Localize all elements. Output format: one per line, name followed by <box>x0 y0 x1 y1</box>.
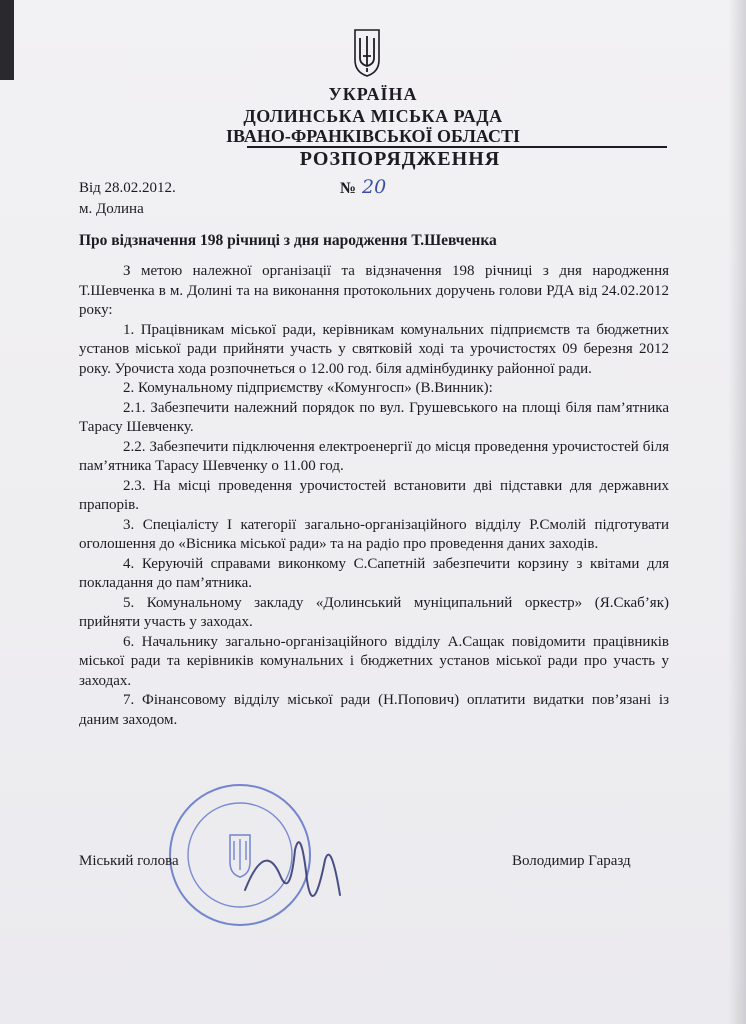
paragraph: 2.3. На місці проведення урочистостей встановити дві підставки для державних прапорів. <box>79 477 669 513</box>
document-type: РОЗПОРЯДЖЕННЯ <box>299 148 501 170</box>
header-region: ІВАНО-ФРАНКІВСЬКОЇ ОБЛАСТІ <box>225 126 521 146</box>
document-number-handwritten: 20 <box>362 176 387 198</box>
document-number-label: № <box>340 180 357 197</box>
trident-emblem-icon <box>352 28 382 78</box>
document-date: Від 28.02.2012. <box>79 180 176 196</box>
header-council: ДОЛИНСЬКА МІСЬКА РАДА <box>243 106 503 126</box>
paragraph: З метою належної організації та відзначення 198 річниці з дня народження Т.Шевченка в м. Долині та на виконання протокольних доручень голови РДА від 24.02.2012 року: <box>79 263 669 318</box>
scan-edge <box>0 0 14 80</box>
paragraph: 7. Фінансовому відділу міської ради (Н.Попович) оплатити видатки пов’язані із даним заходом. <box>79 692 669 728</box>
paragraph: 2.1. Забезпечити належний порядок по вул. Грушевського на площі біля пам’ятника Тарасу Шевченку. <box>79 399 669 435</box>
paragraph: 6. Начальнику загально-організаційного відділу А.Сащак повідомити працівників міської ради та керівників комунальних і бюджетних установ міської ради про участь у заходах. <box>79 633 669 689</box>
paragraph: 4. Керуючій справами виконкому С.Сапетній забезпечити корзину з квітами для покладання до пам’ятника. <box>79 555 669 591</box>
paragraph: 1. Працівникам міської ради, керівникам комунальних підприємств та бюджетних установ міської ради прийняти участь у святковій ході та урочистостях 09 березня 2012 року. Урочиста хода розпочнеться о 12.00 год. біля адмінбудинку районної ради. <box>79 321 669 377</box>
signatory-position: Міський голова <box>79 853 179 869</box>
signatory-name: Володимир Гаразд <box>512 853 631 869</box>
document-city: м. Долина <box>79 201 144 217</box>
scan-shadow <box>728 0 746 1024</box>
paragraph: 2. Комунальному підприємству «Комунгосп» (В.Винник): <box>123 380 493 396</box>
document-subject: Про відзначення 198 річниці з дня народження Т.Шевченка <box>79 232 497 249</box>
document-body <box>79 262 669 730</box>
paragraph: 2.2. Забезпечити підключення електроенергії до місця проведення урочистостей біля пам’ятника Тарасу Шевченку о 11.00 год. <box>79 438 669 474</box>
paragraph: 3. Спеціалісту І категорії загально-організаційного відділу Р.Смолій підготувати оголошення до «Вісника міської ради» та на радіо про проведення даних заходів. <box>79 516 669 552</box>
paragraph: 5. Комунальному закладу «Долинський муніципальний оркестр» (Я.Скаб’як) прийняти участь у заходах. <box>79 594 669 630</box>
header-country: УКРАЇНА <box>328 84 418 104</box>
handwritten-signature-icon <box>235 820 355 930</box>
